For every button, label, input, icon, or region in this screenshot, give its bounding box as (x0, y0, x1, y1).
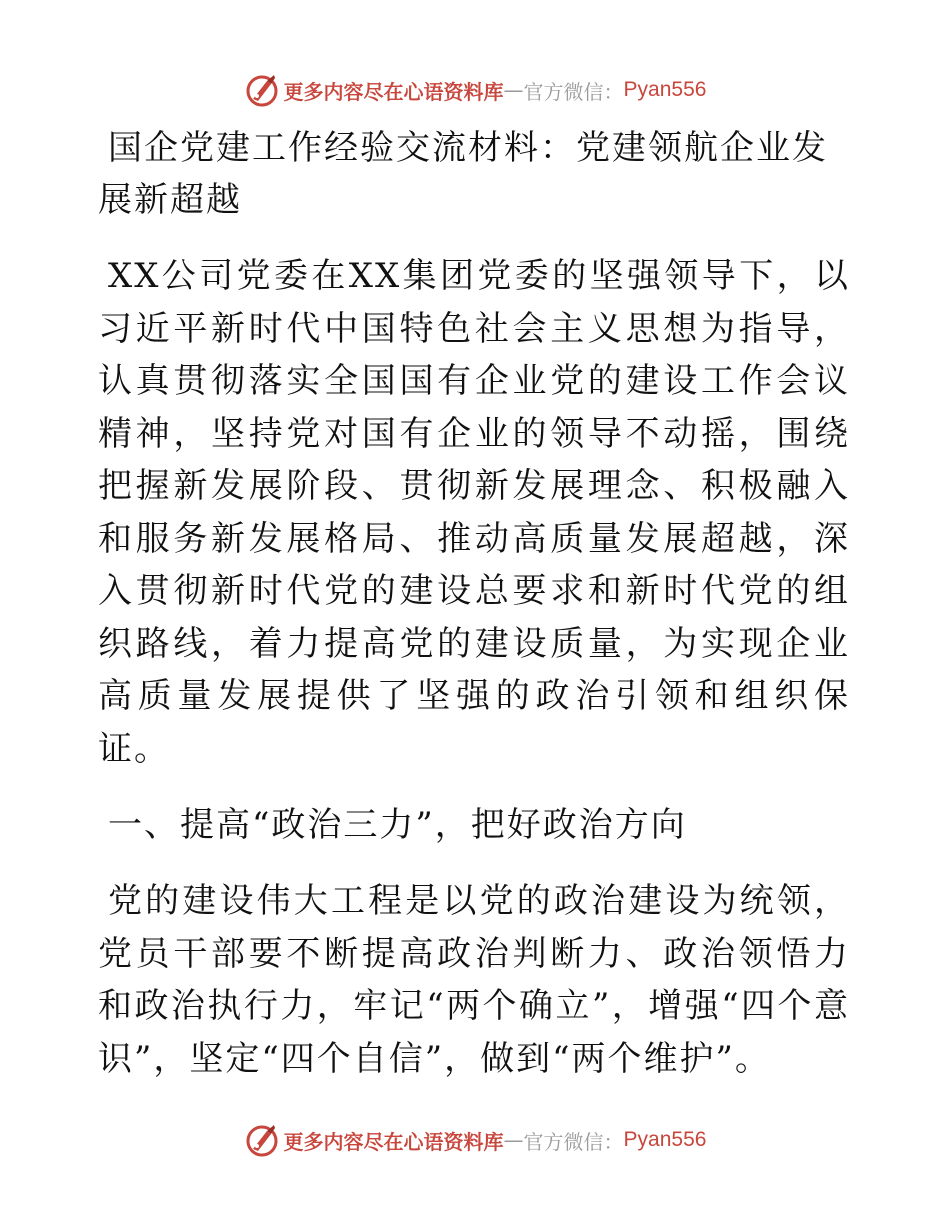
watermark-separator: — (503, 1128, 524, 1152)
watermark-text: 更多内容尽在心语资料库 (283, 79, 504, 104)
quill-pen-logo-icon (244, 72, 280, 108)
watermark-wechat-handle: Pyan556 (623, 1128, 707, 1151)
watermark-wechat-label: 官方微信： (523, 79, 624, 104)
watermark-wechat-label: 官方微信： (523, 1129, 624, 1154)
section-heading: 一、提高“政治三力”，把好政治方向 (108, 805, 687, 845)
quill-pen-logo-icon (244, 1122, 280, 1158)
watermark-banner-bottom (0, 1120, 950, 1160)
watermark-text: 更多内容尽在心语资料库 (283, 1129, 504, 1154)
watermark-wechat-handle: Pyan556 (623, 78, 707, 101)
intro-paragraph: XX公司党委在XX集团党委的坚强领导下，以习近平新时代中国特色社会主义思想为指导，认真贯彻落实全国国有企业党的建设工作会议精神，坚持党对国有企业的领导不动摇，围绕把握新发展阶段、贯彻新发展理念、积极融入和服务新发展格局、推动高质量发展超越，深入贯彻新时代党的建设总要求和新时代党的组织路线，着力提高党的建设质量，为实现企业高质量发展提供了坚强的政治引领和组织保证。 (98, 256, 850, 769)
section-paragraph: 党的建设伟大工程是以党的政治建设为统领，党员干部要不断提高政治判断力、政治领悟力和政治执行力，牢记“两个确立”，增强“四个意识”，坚定“四个自信”，做到“两个维护”。 (98, 881, 850, 1079)
document-body (98, 122, 850, 1109)
watermark-separator: — (503, 78, 524, 102)
document-title: 国企党建工作经验交流材料：党建领航企业发展新超越 (98, 128, 828, 220)
watermark-banner-top (0, 70, 950, 110)
